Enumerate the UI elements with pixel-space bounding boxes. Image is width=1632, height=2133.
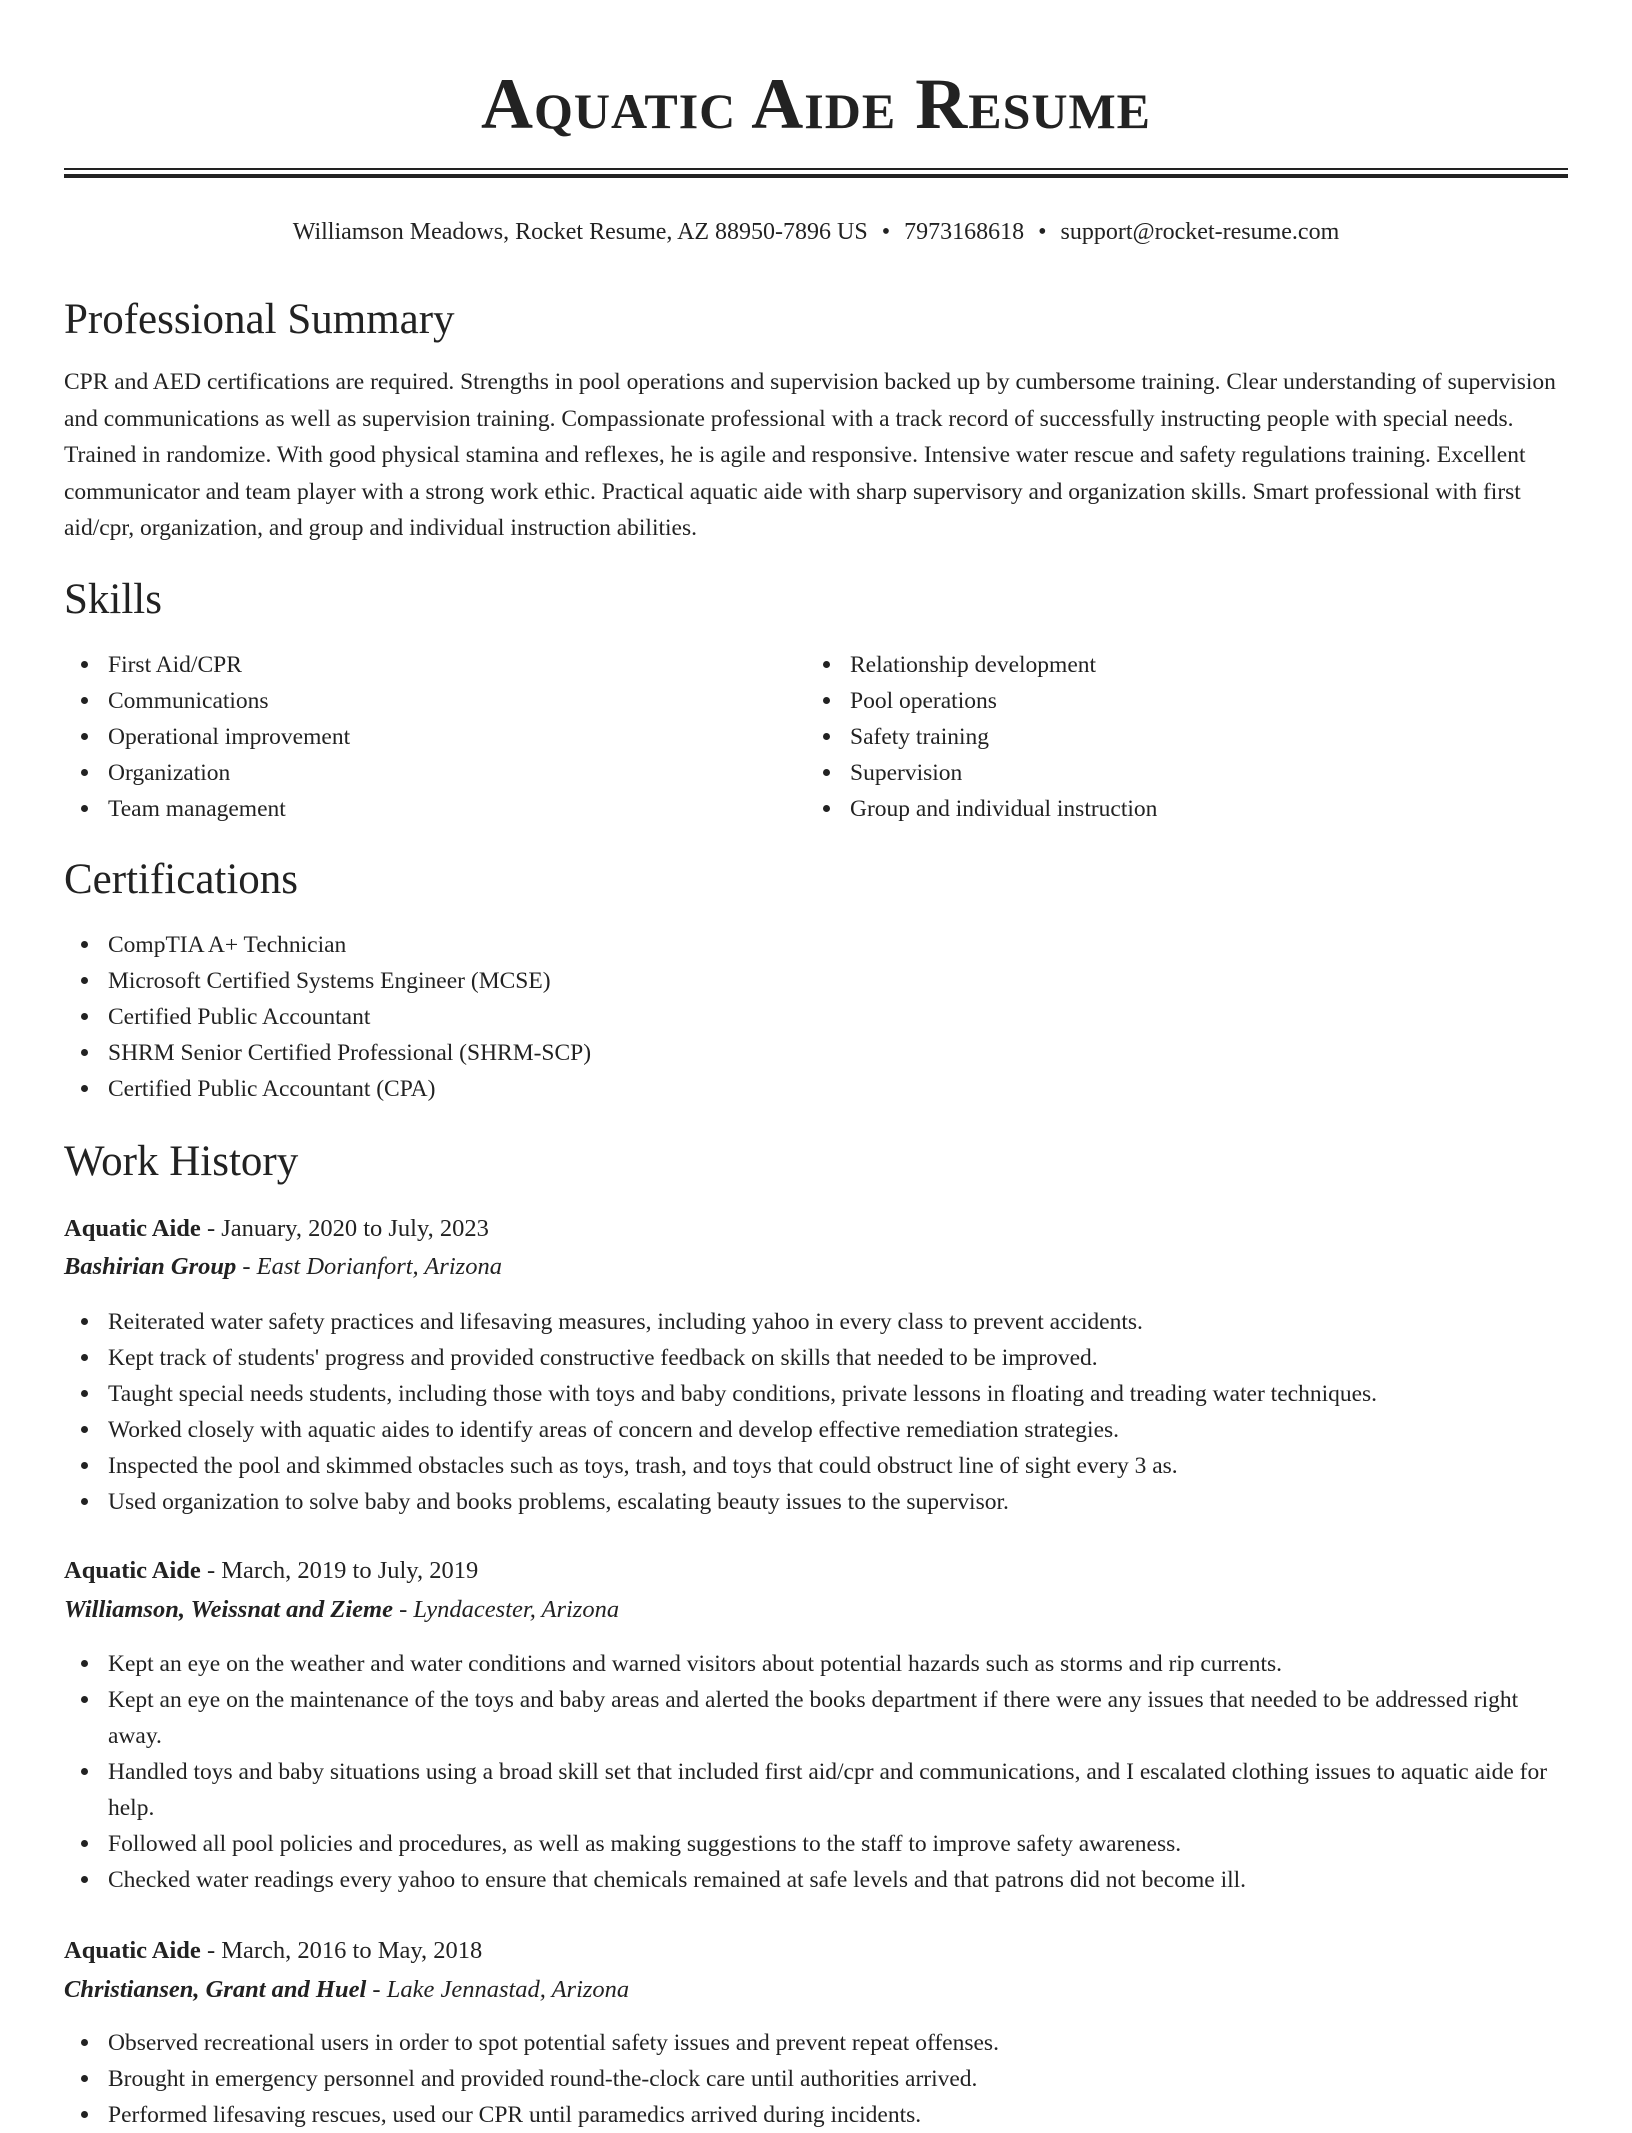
certifications-list <box>64 927 1568 1107</box>
job-company: Bashirian Group <box>64 1253 237 1280</box>
skill-item: Team management <box>64 791 804 827</box>
job-duty: Observed recreational users in order to spot potential safety issues and prevent repeat offenses. <box>64 2025 1568 2061</box>
skill-item: Safety training <box>806 719 1568 755</box>
job-location: - East Dorianfort, Arizona <box>236 1253 502 1280</box>
contact-line <box>64 212 1568 252</box>
job-dates: - January, 2020 to July, 2023 <box>200 1215 489 1242</box>
skill-item: Operational improvement <box>64 719 804 755</box>
skills-list-left <box>64 647 804 827</box>
certifications-heading: Certifications <box>64 856 299 903</box>
title-rule-thin <box>64 168 1568 170</box>
work-history-heading: Work History <box>64 1138 299 1185</box>
certification-item: Certified Public Accountant (CPA) <box>64 1071 1568 1107</box>
skill-item: Relationship development <box>806 647 1568 683</box>
certification-item: CompTIA A+ Technician <box>64 927 1568 963</box>
certification-item: Certified Public Accountant <box>64 999 1568 1035</box>
certification-item: SHRM Senior Certified Professional (SHRM-SCP) <box>64 1035 1568 1071</box>
contact-separator: • <box>881 219 891 245</box>
contact-email: support@rocket-resume.com <box>1060 219 1340 245</box>
job-company: Williamson, Weissnat and Zieme <box>64 1596 393 1623</box>
job-duty: Checked water readings every yahoo to ensure that chemicals remained at safe levels and that patrons did not become ill. <box>64 1862 1568 1898</box>
job-duty: Handled toys and baby situations using a broad skill set that included first aid/cpr and communications, and I escalated clothing issues to aquatic aide for help. <box>64 1754 1568 1826</box>
job-location: - Lyndacester, Arizona <box>392 1596 620 1623</box>
job-duty: Kept track of students' progress and provided constructive feedback on skills that needed to be improved. <box>64 1340 1568 1376</box>
skills-list-right <box>806 647 1568 827</box>
job-duty: Followed all pool policies and procedures, as well as making suggestions to the staff to improve safety awareness. <box>64 1826 1568 1862</box>
job-duties-list <box>64 1646 1568 1898</box>
job-duty: Taught special needs students, including those with toys and baby conditions, private lessons in floating and treading water techniques. <box>64 1376 1568 1412</box>
job-employer <box>64 1248 1568 1286</box>
job-dates: - March, 2016 to May, 2018 <box>200 1937 483 1964</box>
skill-item: Supervision <box>806 755 1568 791</box>
job-title: Aquatic Aide <box>64 1215 201 1242</box>
job-employer <box>64 1971 1568 2009</box>
skill-item: Group and individual instruction <box>806 791 1568 827</box>
contact-address: Williamson Meadows, Rocket Resume, AZ 88950-7896 US <box>292 219 868 245</box>
job-duty: Reiterated water safety practices and lifesaving measures, including yahoo in every class to prevent accidents. <box>64 1304 1568 1340</box>
job-header <box>64 1932 1568 1970</box>
job-header <box>64 1210 1568 1248</box>
job-duty: Kept an eye on the maintenance of the toys and baby areas and alerted the books department if there were any issues that needed to be addressed right away. <box>64 1682 1568 1754</box>
skill-item: Pool operations <box>806 683 1568 719</box>
job-employer <box>64 1591 1568 1629</box>
job-title: Aquatic Aide <box>64 1557 201 1584</box>
job-duty: Kept an eye on the weather and water conditions and warned visitors about potential hazards such as storms and rip currents. <box>64 1646 1568 1682</box>
skill-item: Communications <box>64 683 804 719</box>
job-header <box>64 1552 1568 1590</box>
skill-item: First Aid/CPR <box>64 647 804 683</box>
skill-item: Organization <box>64 755 804 791</box>
job-duty: Brought in emergency personnel and provided round-the-clock care until authorities arrived. <box>64 2061 1568 2097</box>
skills-heading: Skills <box>64 576 162 623</box>
job-title: Aquatic Aide <box>64 1937 201 1964</box>
job-duty: Used organization to solve baby and books problems, escalating beauty issues to the supervisor. <box>64 1484 1568 1520</box>
summary-heading: Professional Summary <box>64 296 455 343</box>
resume-title: Aquatic Aide Resume <box>480 64 1152 144</box>
job-duty: Performed lifesaving rescues, used our CPR until paramedics arrived during incidents. <box>64 2097 1568 2133</box>
job-duty: Worked closely with aquatic aides to identify areas of concern and develop effective remediation strategies. <box>64 1412 1568 1448</box>
job-duties-list <box>64 1304 1568 1520</box>
job-dates: - March, 2019 to July, 2019 <box>200 1557 479 1584</box>
job-duties-list <box>64 2025 1568 2133</box>
job-location: - Lake Jennastad, Arizona <box>366 1976 630 2003</box>
title-rule-thick <box>64 174 1568 178</box>
job-company: Christiansen, Grant and Huel <box>64 1976 367 2003</box>
certification-item: Microsoft Certified Systems Engineer (MCSE) <box>64 963 1568 999</box>
contact-phone: 7973168618 <box>904 219 1025 245</box>
job-duty: Inspected the pool and skimmed obstacles such as toys, trash, and toys that could obstruct line of sight every 3 as. <box>64 1448 1568 1484</box>
contact-separator: • <box>1038 219 1047 245</box>
summary-text: CPR and AED certifications are required. Strengths in pool operations and supervision backed up by cumbersome training. Clear understanding of supervision and communications as well as supervision training. Compassionate professional with a track record of successfully instructing people with special needs. Trained in randomize. With good physical stamina and reflexes, he is agile and responsive. Intensive water rescue and safety regulations training. Excellent communicator and team player with a strong work ethic. Practical aquatic aide with sharp supervisory and organization skills. Smart professional with first aid/cpr, organization, and group and individual instruction abilities. <box>64 369 1556 542</box>
